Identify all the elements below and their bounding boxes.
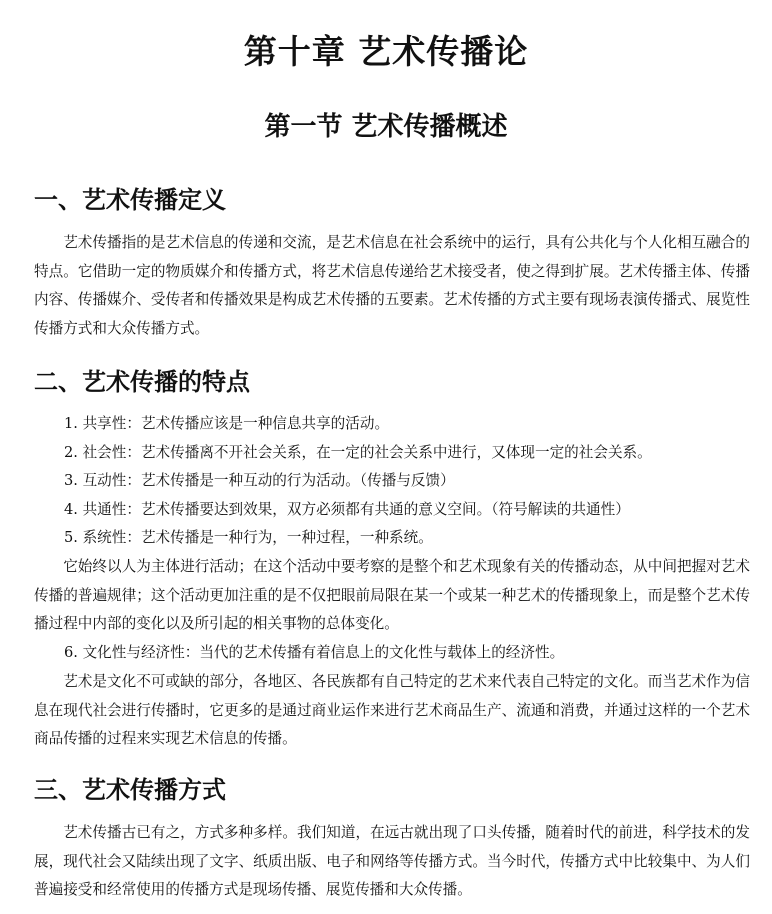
heading-definition: 一、艺术传播定义 [34, 186, 226, 214]
list-item: 1. 共享性：艺术传播应该是一种信息共享的活动。 [64, 415, 390, 432]
list-item: 2. 社会性：艺术传播离不开社会关系，在一定的社会关系中进行，又体现一定的社会关系。 [64, 443, 652, 461]
chapter-title: 第十章 艺术传播论 [243, 32, 529, 71]
list-item: 5. 系统性：艺术传播是一种行为，一种过程，一种系统。 [64, 529, 433, 547]
heading-methods: 三、艺术传播方式 [34, 776, 226, 804]
section-title: 第一节 艺术传播概述 [264, 112, 508, 142]
list-item: 3. 互动性：艺术传播是一种互动的行为活动。（传播与反馈） [64, 472, 455, 490]
heading-characteristics: 二、艺术传播的特点 [34, 368, 250, 396]
paragraph-system: 它始终以人为主体进行活动；在这个活动中要考察的是整个和艺术现象有关的传播动态，从中间把握对艺术传播的普遍规律；这个活动更加注重的是不仅把眼前局限在某一个或某一种艺术的传播现象上，而是整个艺术传播过程中内部的变化以及所引起的相关事物的总体变化。 [34, 558, 750, 633]
characteristics-list [64, 410, 754, 553]
paragraph-culture: 艺术是文化不可或缺的部分，各地区、各民族都有自己特定的艺术来代表自己特定的文化。而当艺术作为信息在现代社会进行传播时，它更多的是通过商业运作来进行艺术商品生产、流通和消费，并通过这样的一个艺术商品传播的过程来实现艺术信息的传播。 [34, 673, 750, 748]
paragraph-methods: 艺术传播古已有之，方式多种多样。我们知道，在远古就出现了口头传播，随着时代的前进，科学技术的发展，现代社会又陆续出现了文字、纸质出版、电子和网络等传播方式。当今时代，传播方式中比较集中、为人们普遍接受和经常使用的传播方式是现场传播、展览传播和大众传播。 [34, 824, 750, 899]
paragraph-definition: 艺术传播指的是艺术信息的传递和交流，是艺术信息在社会系统中的运行，具有公共化与个人化相互融合的特点。它借助一定的物质媒介和传播方式，将艺术信息传递给艺术接受者，使之得到扩展。艺术传播主体、传播内容、传播媒介、受传者和传播效果是构成艺术传播的五要素。艺术传播的方式主要有现场表演传播式、展览性传播方式和大众传播方式。 [34, 234, 750, 337]
list-item-culture: 6. 文化性与经济性：当代的艺术传播有着信息上的文化性与载体上的经济性。 [64, 644, 565, 661]
list-item: 4. 共通性：艺术传播要达到效果，双方必须都有共通的意义空间。（符号解读的共通性） [64, 500, 630, 518]
